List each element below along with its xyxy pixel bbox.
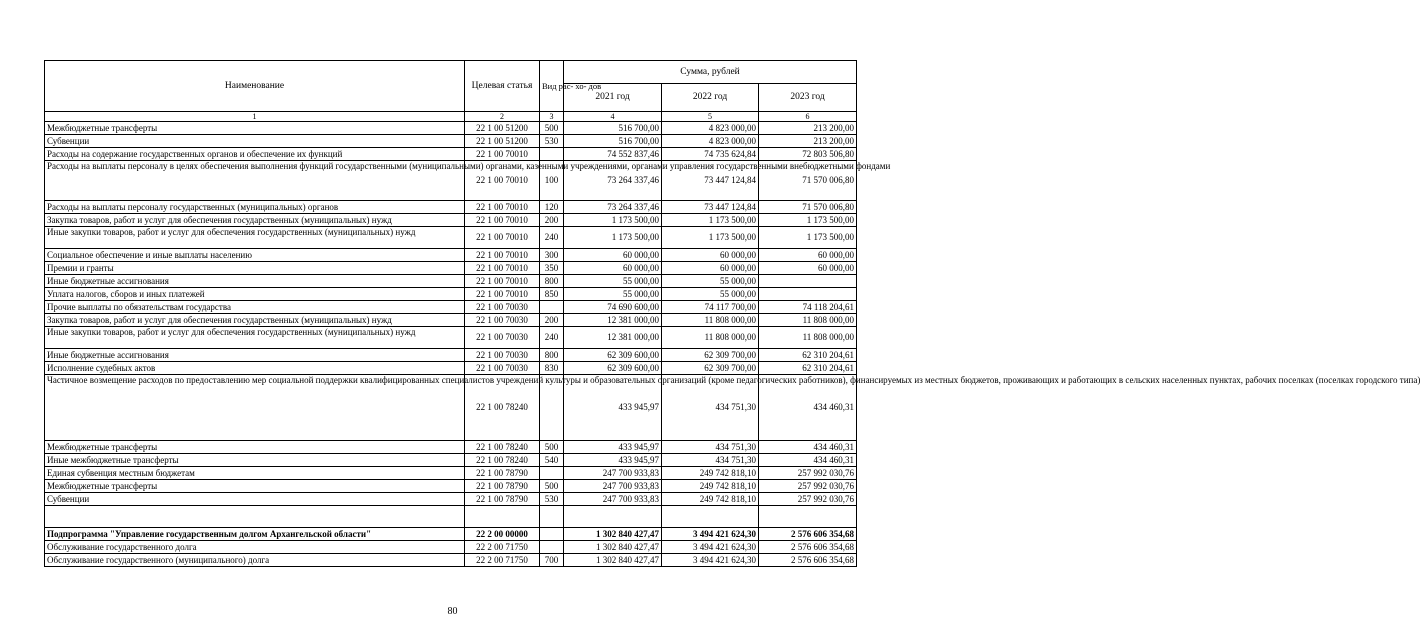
row-sum-2021: 433 945,97 xyxy=(564,375,662,441)
row-target-article: 22 1 00 51200 xyxy=(465,122,540,135)
row-expense-kind: 120 xyxy=(540,201,564,214)
row-sum-2021: 516 700,00 xyxy=(564,135,662,148)
row-sum-2021: 247 700 933,83 xyxy=(564,493,662,506)
row-expense-kind: 300 xyxy=(540,249,564,262)
row-sum-2022: 62 309 700,00 xyxy=(662,349,759,362)
row-sum-2022: 55 000,00 xyxy=(662,288,759,301)
header-year-2022: 2022 год xyxy=(662,84,759,112)
row-target-article: 22 1 00 70010 xyxy=(465,214,540,227)
row-expense-kind: 700 xyxy=(540,554,564,567)
row-name: Расходы на выплаты персоналу государственных (муниципальных) органов xyxy=(45,201,465,214)
row-sum-2022: 60 000,00 xyxy=(662,262,759,275)
row-target-article: 22 2 00 71750 xyxy=(465,541,540,554)
row-sum-2022: 3 494 421 624,30 xyxy=(662,528,759,541)
row-sum-2023: 2 576 606 354,68 xyxy=(759,528,857,541)
header-sum: Сумма, рублей xyxy=(564,61,857,84)
row-name: Единая субвенция местным бюджетам xyxy=(45,467,465,480)
header-year-2021: 2021 год xyxy=(564,84,662,112)
row-sum-2022: 62 309 700,00 xyxy=(662,362,759,375)
row-target-article: 22 1 00 70030 xyxy=(465,349,540,362)
row-name: Исполнение судебных актов xyxy=(45,362,465,375)
row-sum-2023: 71 570 006,80 xyxy=(759,201,857,214)
row-target-article: 22 1 00 78240 xyxy=(465,375,540,441)
row-name: Иные бюджетные ассигнования xyxy=(45,275,465,288)
row-sum-2023 xyxy=(759,275,857,288)
row-expense-kind: 350 xyxy=(540,262,564,275)
row-sum-2022: 249 742 818,10 xyxy=(662,480,759,493)
row-sum-2022: 11 808 000,00 xyxy=(662,327,759,349)
row-sum-2021: 55 000,00 xyxy=(564,288,662,301)
row-target-article: 22 1 00 70010 xyxy=(465,227,540,249)
row-expense-kind: 800 xyxy=(540,349,564,362)
row-sum-2021: 60 000,00 xyxy=(564,249,662,262)
row-target-article: 22 1 00 78790 xyxy=(465,493,540,506)
row-expense-kind: 830 xyxy=(540,362,564,375)
row-target-article: 22 1 00 78790 xyxy=(465,480,540,493)
row-sum-2023: 213 200,00 xyxy=(759,122,857,135)
row-sum-2021: 1 302 840 427,47 xyxy=(564,528,662,541)
row-sum-2023: 11 808 000,00 xyxy=(759,314,857,327)
row-target-article: 22 1 00 70010 xyxy=(465,275,540,288)
row-expense-kind: 200 xyxy=(540,314,564,327)
row-target-article: 22 1 00 70010 xyxy=(465,201,540,214)
row-sum-2021: 247 700 933,83 xyxy=(564,467,662,480)
row-expense-kind: 500 xyxy=(540,480,564,493)
row-expense-kind: 850 xyxy=(540,288,564,301)
row-name: Межбюджетные трансферты xyxy=(45,122,465,135)
table-row xyxy=(45,262,857,275)
row-name: Уплата налогов, сборов и иных платежей xyxy=(45,288,465,301)
row-sum-2023: 74 118 204,61 xyxy=(759,301,857,314)
column-number: 5 xyxy=(662,112,759,122)
row-sum-2023: 11 808 000,00 xyxy=(759,327,857,349)
row-sum-2021: 62 309 600,00 xyxy=(564,362,662,375)
row-expense-kind xyxy=(540,148,564,161)
row-sum-2022: 3 494 421 624,30 xyxy=(662,541,759,554)
row-sum-2023: 62 310 204,61 xyxy=(759,349,857,362)
row-target-article: 22 1 00 70030 xyxy=(465,314,540,327)
row-sum-2021: 1 302 840 427,47 xyxy=(564,554,662,567)
row-expense-kind xyxy=(540,301,564,314)
row-sum-2023: 2 576 606 354,68 xyxy=(759,554,857,567)
row-name: Иные закупки товаров, работ и услуг для обеспечения государственных (муниципальных) нужд xyxy=(45,227,465,249)
row-target-article: 22 1 00 70010 xyxy=(465,249,540,262)
row-sum-2021: 74 552 837,46 xyxy=(564,148,662,161)
budget-table xyxy=(44,60,1420,567)
row-name: Иные закупки товаров, работ и услуг для обеспечения государственных (муниципальных) нужд xyxy=(45,327,465,349)
row-sum-2022: 11 808 000,00 xyxy=(662,314,759,327)
row-name: Субвенции xyxy=(45,493,465,506)
row-sum-2022: 1 173 500,00 xyxy=(662,227,759,249)
row-sum-2021: 12 381 000,00 xyxy=(564,327,662,349)
row-sum-2022: 249 742 818,10 xyxy=(662,467,759,480)
row-target-article: 22 1 00 78240 xyxy=(465,441,540,454)
row-sum-2022: 55 000,00 xyxy=(662,275,759,288)
row-name: Межбюджетные трансферты xyxy=(45,480,465,493)
table-row xyxy=(45,506,857,528)
column-number: 6 xyxy=(759,112,857,122)
row-sum-2023: 257 992 030,76 xyxy=(759,480,857,493)
table-row xyxy=(45,375,857,441)
row-target-article: 22 1 00 70010 xyxy=(465,161,540,201)
row-target-article: 22 1 00 70030 xyxy=(465,301,540,314)
row-name: Премии и гранты xyxy=(45,262,465,275)
column-number: 3 xyxy=(540,112,564,122)
row-name: Обслуживание государственного долга xyxy=(45,541,465,554)
row-expense-kind xyxy=(540,467,564,480)
column-number: 2 xyxy=(465,112,540,122)
row-sum-2023: 434 460,31 xyxy=(759,454,857,467)
row-sum-2022: 73 447 124,84 xyxy=(662,161,759,201)
row-target-article: 22 1 00 78790 xyxy=(465,467,540,480)
row-sum-2022: 74 735 624,84 xyxy=(662,148,759,161)
row-expense-kind: 500 xyxy=(540,122,564,135)
row-sum-2021: 73 264 337,46 xyxy=(564,201,662,214)
table-row xyxy=(45,227,857,249)
row-expense-kind: 530 xyxy=(540,493,564,506)
row-sum-2021: 1 302 840 427,47 xyxy=(564,541,662,554)
header-expense-kind: Вид рас- хо- дов xyxy=(540,61,564,112)
row-name xyxy=(45,506,465,528)
row-name: Субвенции xyxy=(45,135,465,148)
row-target-article: 22 1 00 70010 xyxy=(465,288,540,301)
row-sum-2021: 1 173 500,00 xyxy=(564,214,662,227)
row-name: Иные межбюджетные трансферты xyxy=(45,454,465,467)
row-sum-2021: 74 690 600,00 xyxy=(564,301,662,314)
row-name: Прочие выплаты по обязательствам государства xyxy=(45,301,465,314)
row-name: Расходы на выплаты персоналу в целях обеспечения выполнения функций государственными (муниципальными) органами, казенными учреждениями, органами управления государственными внебюджетными фондами xyxy=(45,161,465,201)
row-sum-2023: 72 803 506,80 xyxy=(759,148,857,161)
table-row xyxy=(45,541,857,554)
row-sum-2023 xyxy=(759,506,857,528)
row-sum-2023: 1 173 500,00 xyxy=(759,227,857,249)
row-sum-2022: 4 823 000,00 xyxy=(662,135,759,148)
row-sum-2023: 2 576 606 354,68 xyxy=(759,541,857,554)
row-target-article: 22 1 00 70010 xyxy=(465,148,540,161)
row-target-article xyxy=(465,506,540,528)
row-sum-2021: 73 264 337,46 xyxy=(564,161,662,201)
row-sum-2021 xyxy=(564,506,662,528)
header-name: Наименование xyxy=(45,61,465,112)
row-sum-2021: 433 945,97 xyxy=(564,454,662,467)
row-sum-2021: 247 700 933,83 xyxy=(564,480,662,493)
row-sum-2021: 516 700,00 xyxy=(564,122,662,135)
row-target-article: 22 1 00 70030 xyxy=(465,327,540,349)
row-sum-2021: 1 173 500,00 xyxy=(564,227,662,249)
table-row xyxy=(45,362,857,375)
row-sum-2022: 434 751,30 xyxy=(662,441,759,454)
row-expense-kind xyxy=(540,528,564,541)
table-row xyxy=(45,122,857,135)
table-row xyxy=(45,301,857,314)
row-name: Частичное возмещение расходов по предоставлению мер социальной поддержки квалифицированных специалистов учреждений культуры и образовательных организаций (кроме педагогических работников), финансируемых из местных бюджетов, проживающих и работающих в сельских населенных пунктах, рабочих поселках (поселках городского типа) xyxy=(45,375,465,441)
table-row xyxy=(45,467,857,480)
row-sum-2022: 434 751,30 xyxy=(662,375,759,441)
row-sum-2023: 434 460,31 xyxy=(759,375,857,441)
row-expense-kind xyxy=(540,541,564,554)
row-expense-kind: 800 xyxy=(540,275,564,288)
row-name: Закупка товаров, работ и услуг для обеспечения государственных (муниципальных) нужд xyxy=(45,314,465,327)
row-sum-2022: 434 751,30 xyxy=(662,454,759,467)
row-expense-kind: 240 xyxy=(540,327,564,349)
row-sum-2021: 433 945,97 xyxy=(564,441,662,454)
row-target-article: 22 1 00 51200 xyxy=(465,135,540,148)
row-sum-2021: 12 381 000,00 xyxy=(564,314,662,327)
row-name: Межбюджетные трансферты xyxy=(45,441,465,454)
row-target-article: 22 2 00 71750 xyxy=(465,554,540,567)
table-row xyxy=(45,135,857,148)
row-sum-2023: 434 460,31 xyxy=(759,441,857,454)
row-sum-2022 xyxy=(662,506,759,528)
row-expense-kind: 540 xyxy=(540,454,564,467)
row-sum-2023: 257 992 030,76 xyxy=(759,467,857,480)
row-sum-2023: 71 570 006,80 xyxy=(759,161,857,201)
row-expense-kind xyxy=(540,506,564,528)
table-row xyxy=(45,161,857,201)
row-sum-2022: 3 494 421 624,30 xyxy=(662,554,759,567)
row-name: Социальное обеспечение и иные выплаты населению xyxy=(45,249,465,262)
header-year-2023: 2023 год xyxy=(759,84,857,112)
table-row xyxy=(45,288,857,301)
table-row xyxy=(45,441,857,454)
table-row xyxy=(45,214,857,227)
row-target-article: 22 1 00 70010 xyxy=(465,262,540,275)
row-sum-2021: 55 000,00 xyxy=(564,275,662,288)
row-sum-2023: 257 992 030,76 xyxy=(759,493,857,506)
table-row xyxy=(45,327,857,349)
row-sum-2022: 60 000,00 xyxy=(662,249,759,262)
row-sum-2021: 62 309 600,00 xyxy=(564,349,662,362)
row-expense-kind: 500 xyxy=(540,441,564,454)
table-row xyxy=(45,275,857,288)
table-row xyxy=(45,249,857,262)
row-sum-2023: 213 200,00 xyxy=(759,135,857,148)
table-row xyxy=(45,554,857,567)
row-sum-2022: 1 173 500,00 xyxy=(662,214,759,227)
table-row xyxy=(45,493,857,506)
header-target-article: Целевая статья xyxy=(465,61,540,112)
row-sum-2023: 62 310 204,61 xyxy=(759,362,857,375)
row-name: Расходы на содержание государственных органов и обеспечение их функций xyxy=(45,148,465,161)
row-name: Обслуживание государственного (муниципального) долга xyxy=(45,554,465,567)
row-expense-kind: 100 xyxy=(540,161,564,201)
row-name: Подпрограмма "Управление государственным долгом Архангельской области" xyxy=(45,528,465,541)
table-row xyxy=(45,480,857,493)
page-number: 80 xyxy=(447,606,458,617)
row-sum-2022: 4 823 000,00 xyxy=(662,122,759,135)
row-target-article: 22 1 00 78240 xyxy=(465,454,540,467)
row-expense-kind: 200 xyxy=(540,214,564,227)
row-sum-2023: 60 000,00 xyxy=(759,249,857,262)
row-sum-2022: 74 117 700,00 xyxy=(662,301,759,314)
column-number: 1 xyxy=(45,112,465,122)
table-row xyxy=(45,454,857,467)
row-target-article: 22 2 00 00000 xyxy=(465,528,540,541)
row-sum-2022: 73 447 124,84 xyxy=(662,201,759,214)
table-row xyxy=(45,314,857,327)
table-row xyxy=(45,148,857,161)
column-number: 4 xyxy=(564,112,662,122)
row-expense-kind: 240 xyxy=(540,227,564,249)
table-row xyxy=(45,528,857,541)
row-name: Закупка товаров, работ и услуг для обеспечения государственных (муниципальных) нужд xyxy=(45,214,465,227)
row-sum-2023: 60 000,00 xyxy=(759,262,857,275)
row-sum-2023: 1 173 500,00 xyxy=(759,214,857,227)
row-sum-2023 xyxy=(759,288,857,301)
table-row xyxy=(45,349,857,362)
row-expense-kind: 530 xyxy=(540,135,564,148)
row-sum-2022: 249 742 818,10 xyxy=(662,493,759,506)
row-sum-2021: 60 000,00 xyxy=(564,262,662,275)
table-row xyxy=(45,201,857,214)
row-name: Иные бюджетные ассигнования xyxy=(45,349,465,362)
row-target-article: 22 1 00 70030 xyxy=(465,362,540,375)
